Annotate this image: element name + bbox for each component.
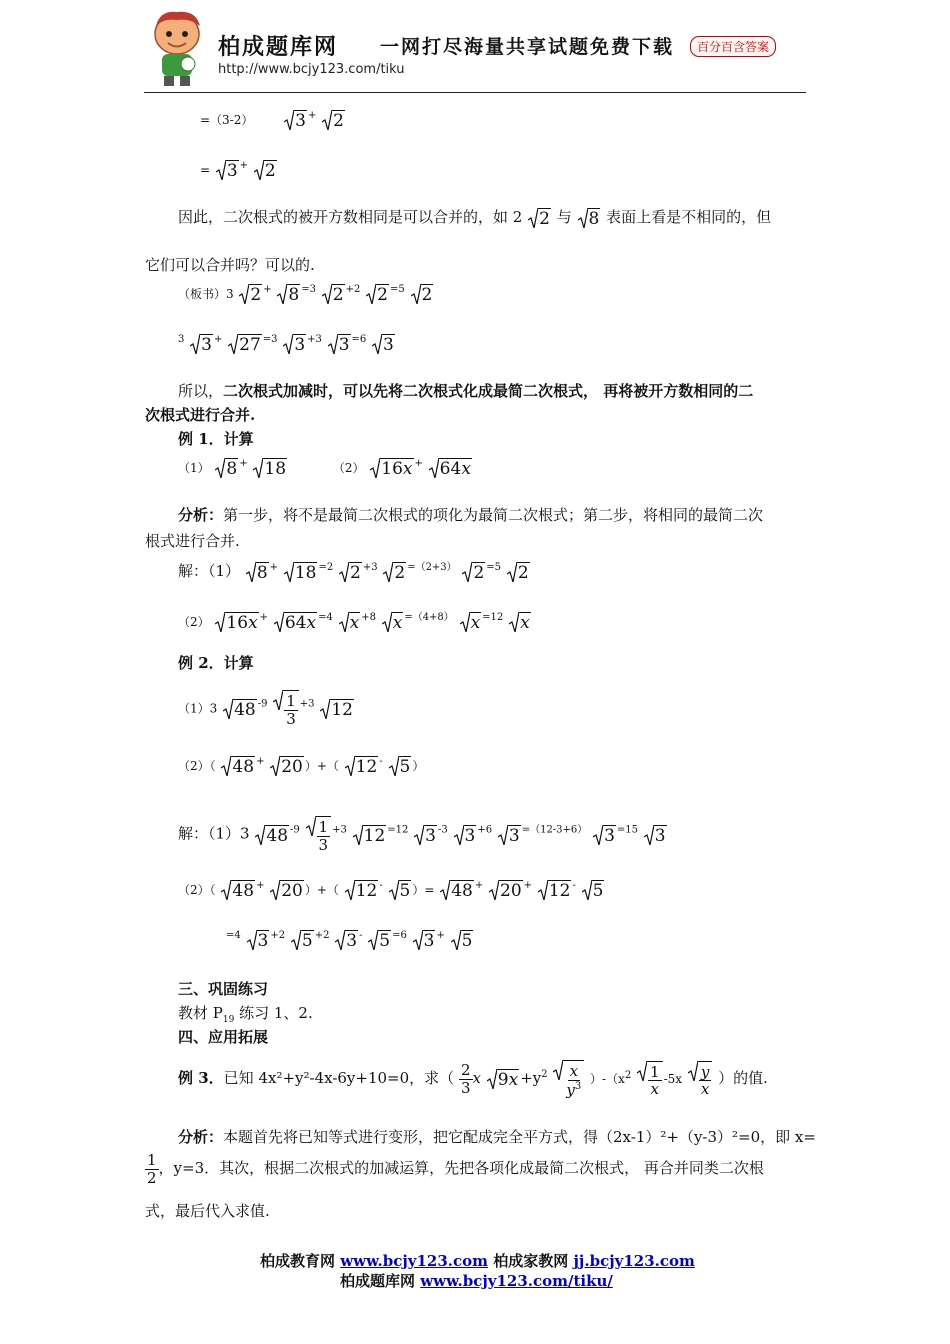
example-1-title: 例 1．计算: [178, 430, 254, 448]
analysis-1-line1: 分析：第一步，将不是最简二次根式的项化为最简二次根式；第二步，将相同的最简二次: [178, 506, 764, 524]
board-line1: （板书）3 2 + 8 $^{=3}$ 2 $^{+2}$ 2 $^{=5}$ 2: [178, 284, 433, 305]
solution-1-1: 解：（1） 8 + 18 $^{=2}$ 2 $^{+3}$ 2 $^{=(2+3)}$ 2 $^{=5}$ 2: [178, 562, 529, 583]
footer-line2: 柏成题库网 www.bcjy123.com/tiku/: [340, 1272, 613, 1290]
footer-line1: 柏成教育网 www.bcjy123.com 柏成家教网 jj.bcjy123.com: [260, 1252, 695, 1270]
solution-1-2: （2） 16x + 64x $^{=4}$ x $^{+8}$ x $^{=(4+8)}$ x $^{=12}$ x: [178, 612, 530, 633]
analysis-2-line2: $\frac{1}{2}$ ，y=3．其次，根据二次根式的加减运算，先把各项化成最简二次根式， 再合并同类二次根: [147, 1151, 764, 1187]
example-2-problem-2: （2）（ 48 + 20 ）+（ 12 - 5 ）: [178, 756, 425, 777]
solution-2-1: 解：（1）3 48 $^{-9}$ $\frac{1}{3}$ $^{+3}$ 12 $^{=12}$ 3 $^{-3}$ 3 $^{+6}$ 3 $^{=(12-3+6)}$ 3 $^{=15}$ 3: [178, 818, 666, 854]
conclusion-line1: 所以，二次根式加减时，可以先将二次根式化成最简二次根式， 再将被开方数相同的二: [178, 382, 754, 400]
line-eq1: =（3-2） 3 + 2: [200, 110, 344, 131]
section-3-heading: 三、巩固练习: [178, 980, 269, 998]
example-3: 例 3．已知 4x²+y²-4x-6y+10=0，求（ $\frac{2}{3}$ x $9x +y^2$ $\frac{x}{y^3}$ ）$-(x^2$ $\frac{1}{x}$ -5x $\frac{y}{x}$ ）的值.: [178, 1061, 768, 1099]
line-eq2: = 3 + 2: [200, 160, 276, 181]
analysis-1-line2: 根式进行合并.: [145, 532, 240, 550]
conclusion-line2: 次根式进行合并.: [145, 406, 256, 424]
solution-2-3: $^{=4}$ 3 $^{+2}$ 5 $^{+2}$ 3 - 5 $^{=6}$ 3 + 5: [226, 930, 473, 951]
footer-link-tiku[interactable]: www.bcjy123.com/tiku/: [420, 1272, 613, 1290]
footer-link-jj[interactable]: jj.bcjy123.com: [573, 1252, 695, 1270]
footer-link-main[interactable]: www.bcjy123.com: [340, 1252, 489, 1270]
section-4-heading: 四、应用拓展: [178, 1028, 269, 1046]
para-1: 因此，二次根式的被开方数相同是可以合并的，如 2 2 与 8 表面上看是不相同的，但: [178, 208, 772, 229]
example-1-problems: （1） 8 + 18 （2） 16x + 64x: [178, 458, 471, 479]
header-logo: [146, 8, 208, 88]
example-2-problem-1: （1）3 48 $^{-9}$ $\frac{1}{3}$ $^{+3}$ 12: [178, 692, 353, 728]
analysis-2-line3: 式，最后代入求值.: [145, 1202, 270, 1220]
practice-line: 教材 $P_{19}$ 练习 1、2.: [178, 1004, 313, 1025]
analysis-2-line1: 分析：本题首先将已知等式进行变形，把它配成完全平方式，得（2x-1）²+（y-3）²=0，即 x=: [178, 1128, 816, 1146]
para-1-cont: 它们可以合并吗？可以的.: [145, 256, 315, 274]
example-2-title: 例 2．计算: [178, 654, 254, 672]
site-slogan: 一网打尽海量共享试题免费下载: [380, 36, 675, 58]
site-name: 柏成题库网: [218, 35, 339, 60]
header-rule: [144, 92, 806, 93]
solution-2-2: （2）（ 48 + 20 ）+（ 12 - 5 ）= 48 + 20 + 12 - 5: [178, 880, 604, 901]
header-url[interactable]: http://www.bcjy123.com/tiku: [218, 62, 405, 77]
board-line2: $^3$ 3 + 27 $^{=3}$ 3 $^{+3}$ 3 $^{=6}$ 3: [178, 334, 394, 355]
answer-badge: 百分百含答案: [690, 36, 776, 57]
